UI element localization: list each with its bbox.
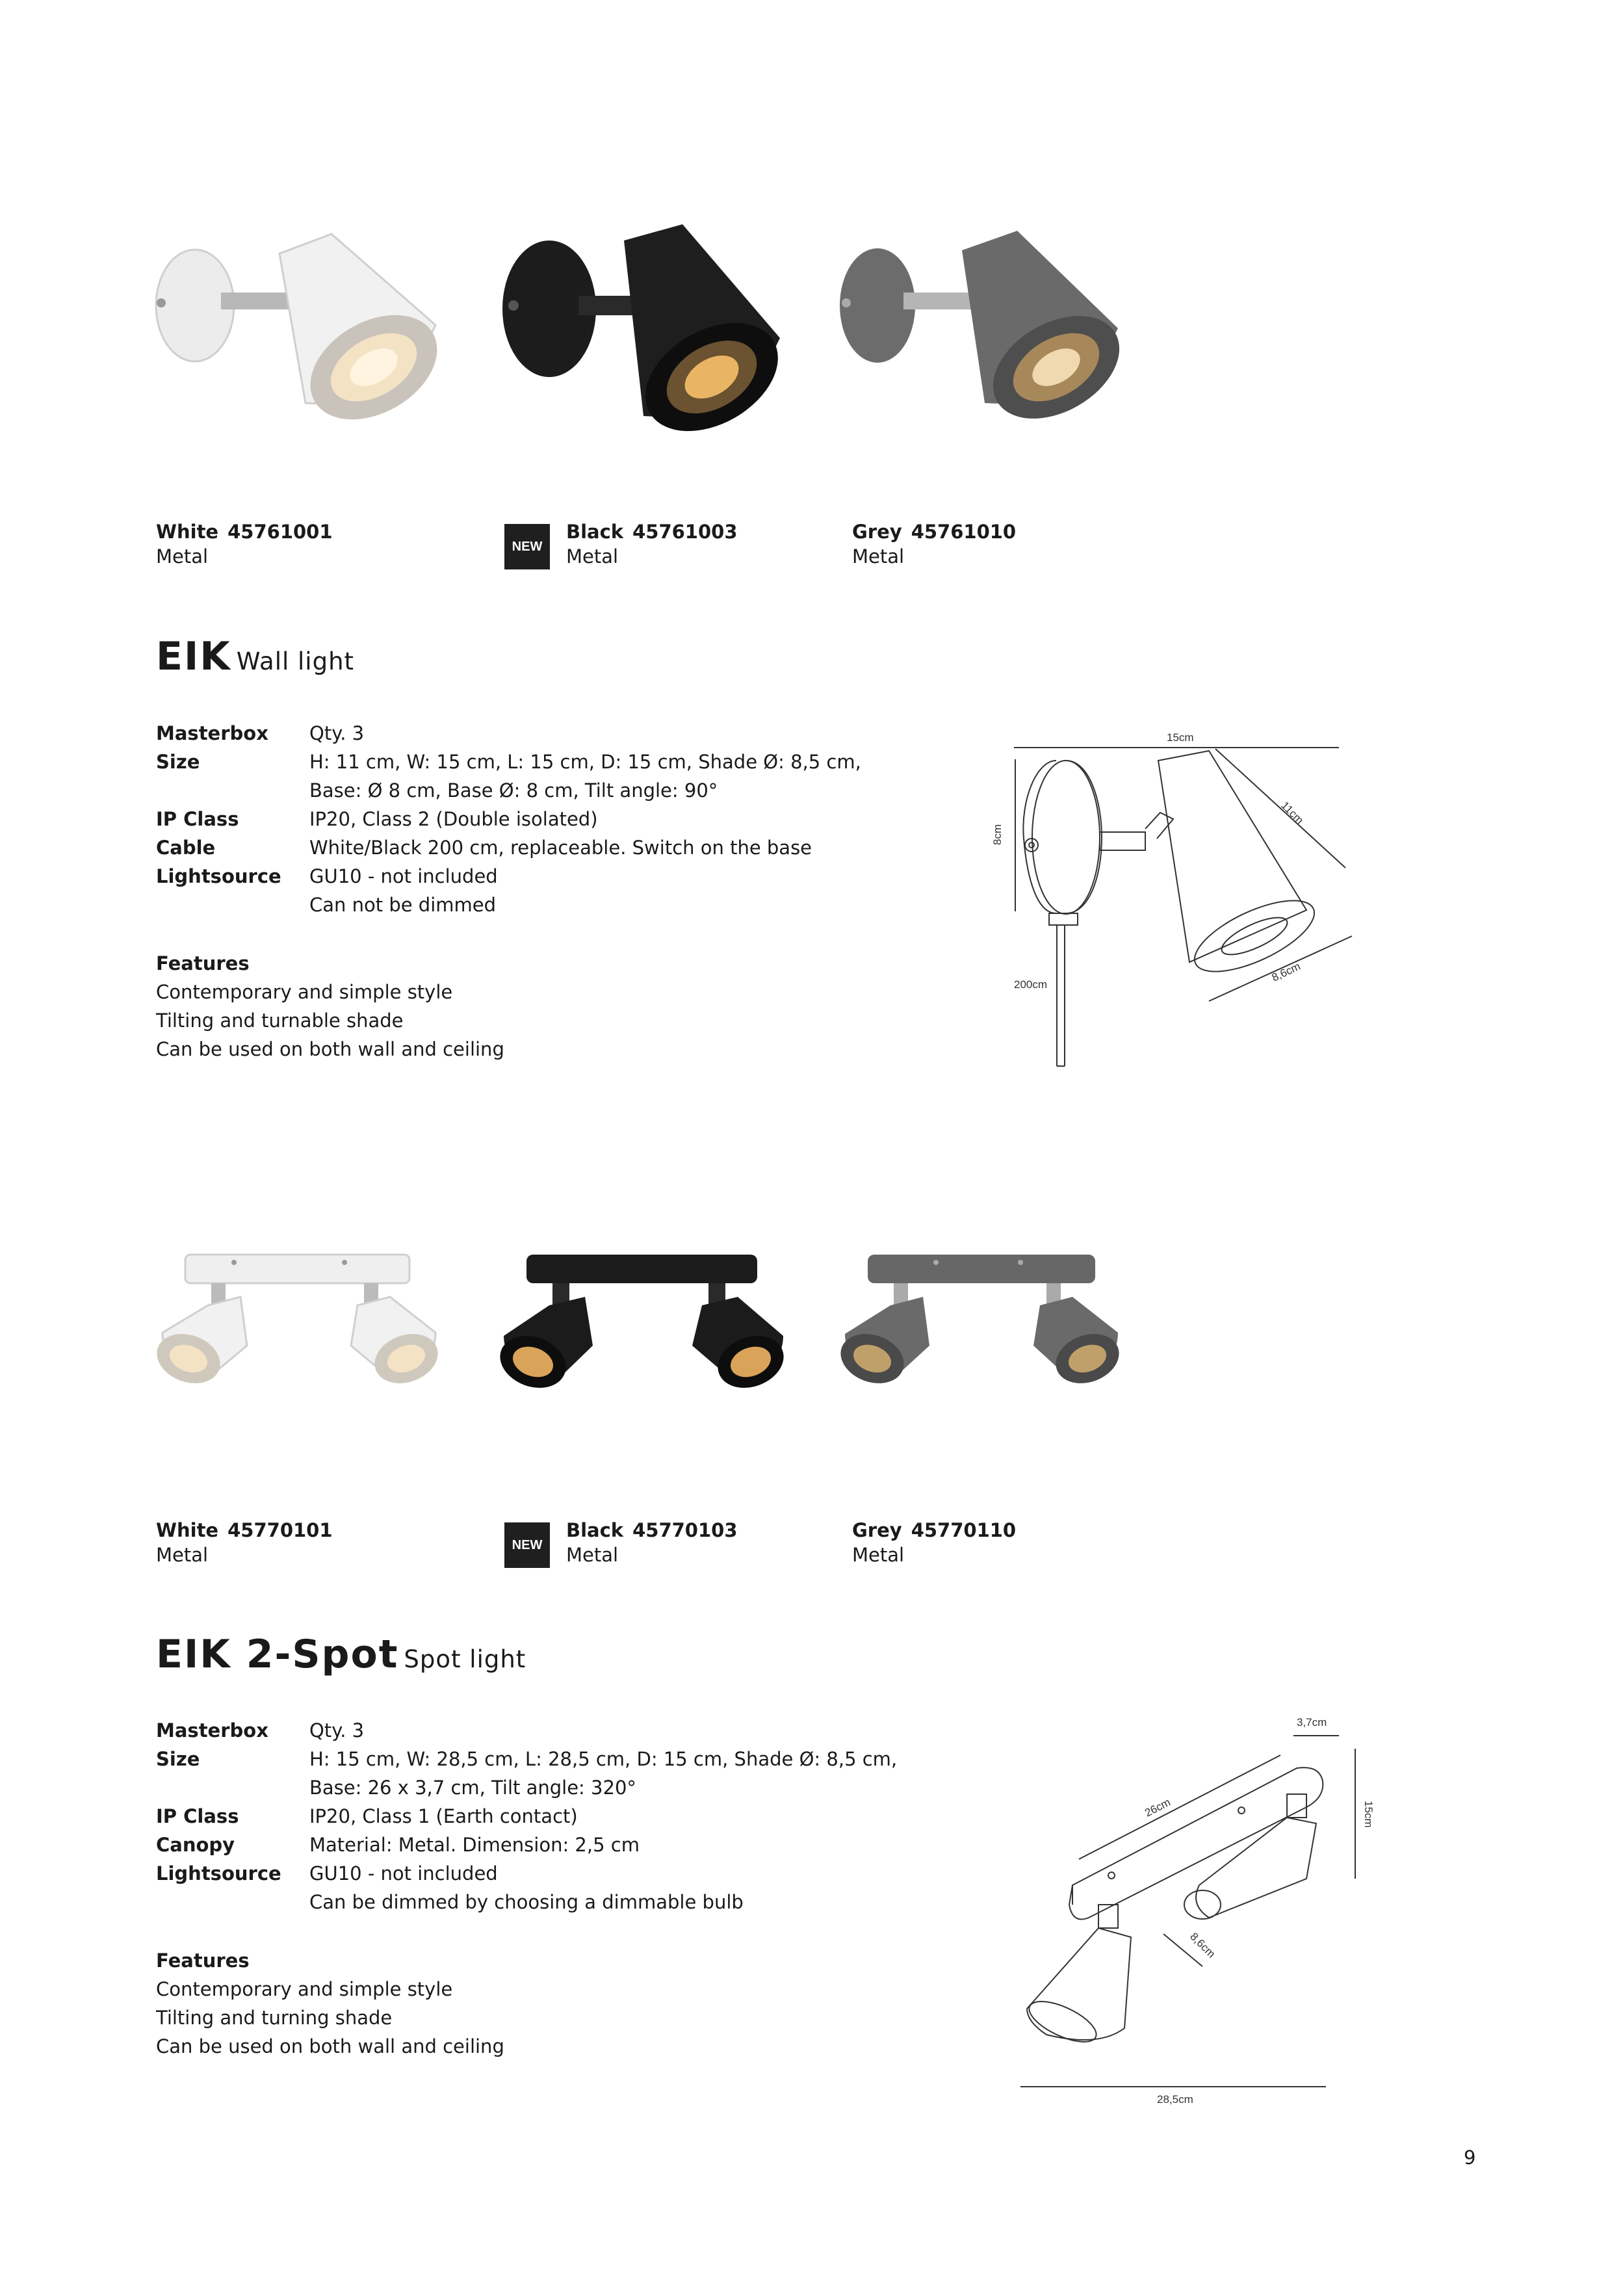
spec-value: White/Black 200 cm, replaceable. Switch on the base [309, 837, 812, 859]
spec-row [156, 1716, 903, 1745]
variant-color: Grey [852, 1519, 902, 1541]
variant-grey [852, 519, 1016, 569]
spec-value: H: 11 cm, W: 15 cm, L: 15 cm, D: 15 cm, Shade Ø: 8,5 cm, [309, 751, 861, 773]
spec-label: Cable [156, 837, 216, 859]
spec-value: Qty. 3 [309, 1719, 365, 1742]
new-badge: NEW [504, 1522, 550, 1568]
spec-label: IP Class [156, 808, 239, 830]
variant-material: Metal [156, 1544, 209, 1566]
feature-item: Can be used on both wall and ceiling [156, 2035, 504, 2057]
variant-material: Metal [156, 545, 209, 567]
spec-row [156, 1773, 903, 1802]
variant-code: 45770101 [227, 1519, 333, 1541]
variant-white [156, 1518, 333, 1567]
variant-color: White [156, 1519, 219, 1541]
product-subtitle: Spot light [404, 1645, 526, 1673]
variant-color: Black [566, 1519, 624, 1541]
product-name: EIK 2-Spot [156, 1632, 399, 1677]
spec-table [156, 719, 871, 919]
variant-black [566, 519, 738, 569]
spec-label: IP Class [156, 1805, 239, 1827]
spec-label: Masterbox [156, 1719, 268, 1742]
spec-label [156, 1773, 309, 1802]
product-name: EIK [156, 634, 231, 679]
variant-code: 45770110 [911, 1519, 1017, 1541]
product-photo-black-spot [494, 1229, 793, 1446]
spec-row [156, 719, 871, 748]
dim-cable: 200cm [1014, 978, 1048, 991]
variant-code: 45761003 [632, 521, 738, 543]
feature-item: Contemporary and simple style [156, 981, 453, 1003]
dimension-drawing-wall [975, 715, 1378, 1095]
dim-shade: 8,6cm [1269, 959, 1303, 984]
dim-height: 11cm [1279, 799, 1306, 827]
product-photo-grey-spot [832, 1229, 1131, 1446]
spec-value: Qty. 3 [309, 722, 365, 744]
feature-item: Can be used on both wall and ceiling [156, 1038, 504, 1060]
spec-row [156, 1859, 903, 1888]
dimension-drawing-spot [1001, 1710, 1391, 2115]
variant-code: 45761001 [227, 521, 333, 543]
spec-label: Canopy [156, 1834, 235, 1856]
spec-value: Can not be dimmed [309, 894, 497, 916]
spec-row [156, 1888, 903, 1916]
dim-base: 8cm [991, 824, 1004, 845]
spec-table [156, 1716, 903, 1916]
variant-white [156, 519, 333, 569]
variant-grey [852, 1518, 1016, 1567]
product-subtitle: Wall light [236, 647, 355, 675]
product-photo-black-wall [494, 215, 793, 438]
variant-code: 45761010 [911, 521, 1017, 543]
features-heading: Features [156, 1950, 250, 1972]
spec-value: Material: Metal. Dimension: 2,5 cm [309, 1834, 640, 1856]
variant-color: Grey [852, 521, 902, 543]
feature-item: Contemporary and simple style [156, 1978, 453, 2000]
spec-value: Base: Ø 8 cm, Base Ø: 8 cm, Tilt angle: 90° [309, 779, 718, 802]
product-photo-grey-wall [832, 215, 1131, 432]
product-photo-white-wall [149, 215, 448, 432]
spec-row [156, 833, 871, 862]
variant-material: Metal [852, 1544, 905, 1566]
spec-label [156, 776, 309, 805]
spec-row [156, 748, 871, 776]
spec-value: IP20, Class 1 (Earth contact) [309, 1805, 578, 1827]
variant-code: 45770103 [632, 1519, 738, 1541]
variant-color: Black [566, 521, 624, 543]
spec-label: Lightsource [156, 1862, 281, 1885]
spec-label: Lightsource [156, 865, 281, 887]
spec-value: Can be dimmed by choosing a dimmable bulb [309, 1891, 744, 1913]
spec-value: GU10 - not included [309, 1862, 498, 1885]
variant-material: Metal [566, 545, 619, 567]
features-heading: Features [156, 952, 250, 974]
product-photo-white-spot [149, 1229, 448, 1446]
spec-label [156, 1888, 309, 1916]
dim-width: 28,5cm [1157, 2093, 1193, 2106]
spec-value: Base: 26 x 3,7 cm, Tilt angle: 320° [309, 1777, 636, 1799]
spec-row [156, 776, 871, 805]
spec-value: IP20, Class 2 (Double isolated) [309, 808, 598, 830]
product-title [156, 634, 354, 679]
product-title [156, 1632, 526, 1677]
feature-item: Tilting and turnable shade [156, 1010, 404, 1032]
new-badge: NEW [504, 524, 550, 569]
spec-row [156, 891, 871, 919]
spec-label: Masterbox [156, 722, 268, 744]
variant-color: White [156, 521, 219, 543]
dim-depth: 3,7cm [1297, 1716, 1327, 1729]
dim-shade: 8,6cm [1188, 1930, 1218, 1961]
spec-row [156, 1802, 903, 1831]
spec-label: Size [156, 751, 200, 773]
dim-bar: 26cm [1143, 1795, 1173, 1820]
variant-material: Metal [852, 545, 905, 567]
features-list [156, 949, 504, 1063]
features-list [156, 1946, 504, 2061]
spec-label [156, 891, 309, 919]
spec-value: H: 15 cm, W: 28,5 cm, L: 28,5 cm, D: 15 cm, Shade Ø: 8,5 cm, [309, 1748, 898, 1770]
spec-row [156, 805, 871, 833]
spec-row [156, 1745, 903, 1773]
spec-row [156, 862, 871, 891]
spec-label: Size [156, 1748, 200, 1770]
dim-width: 15cm [1167, 731, 1194, 744]
feature-item: Tilting and turning shade [156, 2007, 393, 2029]
spec-row [156, 1831, 903, 1859]
variant-black [566, 1518, 738, 1567]
page-number: 9 [1464, 2146, 1476, 2169]
variant-material: Metal [566, 1544, 619, 1566]
dim-height: 15cm [1362, 1801, 1375, 1828]
spec-value: GU10 - not included [309, 865, 498, 887]
